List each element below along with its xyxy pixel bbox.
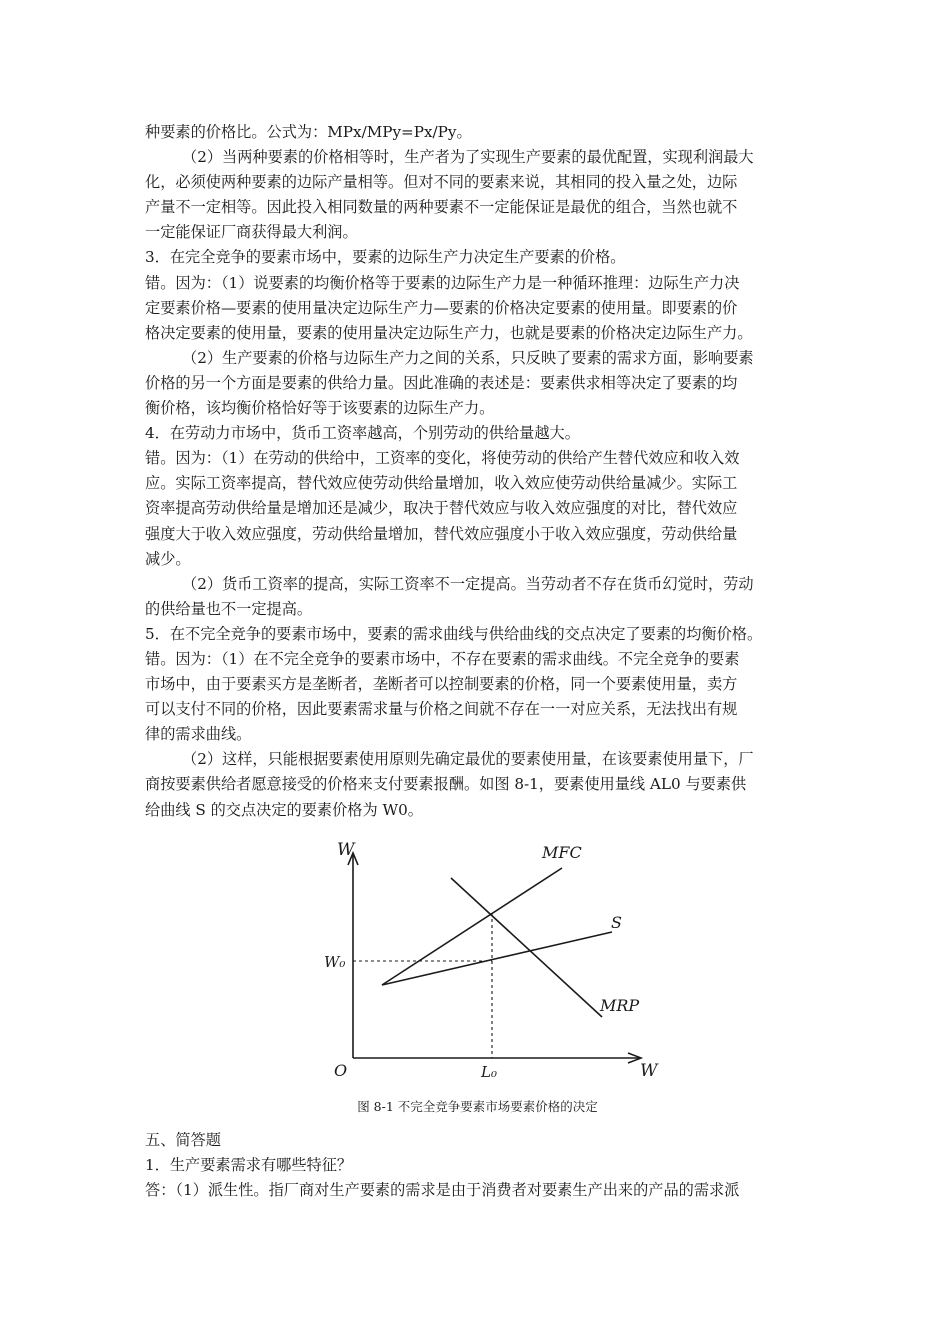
text-line: 强度大于收入效应强度，劳动供给量增加，替代效应强度小于收入效应强度，劳动供给量	[145, 524, 738, 543]
paragraph-block-1	[145, 120, 810, 823]
mrp-curve	[451, 878, 602, 1017]
mfc-curve	[382, 868, 562, 985]
text-line: 格决定要素的使用量，要素的使用量决定边际生产力，也就是要素的价格决定边际生产力。	[145, 323, 753, 342]
question-heading: 1．生产要素需求有哪些特征？	[145, 1155, 353, 1174]
mrp-label: MRP	[600, 995, 640, 1015]
x-axis-label: W	[640, 1060, 658, 1081]
text-line: （2）货币工资率的提高，实际工资率不一定提高。当劳动者不存在货币幻觉时，劳动	[182, 574, 754, 593]
text-line: 错。因为：（1）在劳动的供给中，工资率的变化，将使劳动的供给产生替代效应和收入效	[145, 449, 740, 468]
figure-caption: 图 8-1 不完全竞争要素市场要素价格的决定	[357, 1098, 598, 1114]
text-line: 可以支付不同的价格，因此要素需求量与价格之间就不存在一一对应关系，无法找出有规	[145, 700, 738, 719]
text-line: 定要素价格—要素的使用量决定边际生产力—要素的价格决定要素的使用量。即要素的价	[145, 298, 738, 317]
text-line: 的供给量也不一定提高。	[145, 599, 313, 618]
text-line: （2）这样，只能根据要素使用原则先确定最优的要素使用量，在该要素使用量下，厂	[182, 750, 754, 769]
s-label: S	[611, 912, 622, 932]
text-line: （2）生产要素的价格与边际生产力之间的关系，只反映了要素的需求方面，影响要素	[182, 348, 754, 367]
text-line: 一定能保证厂商获得最大利润。	[145, 223, 358, 242]
mfc-label: MFC	[542, 842, 582, 862]
y-axis-label: W	[337, 839, 355, 860]
figure-8-1	[145, 833, 810, 1133]
l0-label: L₀	[481, 1062, 497, 1081]
text-line: 资率提高劳动供给量是增加还是减少，取决于替代效应与收入效应强度的对比，替代效应	[145, 499, 738, 518]
question-heading: 3．在完全竞争的要素市场中，要素的边际生产力决定生产要素的价格。	[145, 248, 626, 267]
paragraph-block-2	[145, 1128, 810, 1203]
text-line: 给曲线 S 的交点决定的要素价格为 W0。	[145, 800, 423, 819]
text-line: （2）当两种要素的价格相等时，生产者为了实现生产要素的最优配置，实现利润最大	[182, 148, 754, 167]
text-line: 价格的另一个方面是要素的供给力量。因此准确的表述是：要素供求相等决定了要素的均	[145, 373, 738, 392]
supply-curve	[382, 932, 612, 985]
document-page	[145, 120, 810, 1203]
question-heading: 4．在劳动力市场中，货币工资率越高，个别劳动的供给量越大。	[145, 424, 580, 443]
text-line: 商按要素供给者愿意接受的价格来支付要素报酬。如图 8-1，要素使用量线 AL0 与要素供	[145, 775, 747, 794]
section-heading: 五、简答题	[145, 1130, 221, 1149]
text-line: 错。因为：（1）在不完全竞争的要素市场中，不存在要素的需求曲线。不完全竞争的要素	[145, 649, 740, 668]
text-line: 衡价格，该均衡价格恰好等于该要素的边际生产力。	[145, 399, 495, 418]
text-line: 化，必须使两种要素的边际产量相等。但对不同的要素来说，其相同的投入量之处，边际	[145, 173, 738, 192]
text-line: 种要素的价格比。公式为：MPx/MPy=Px/Py。	[145, 123, 472, 141]
text-line: 减少。	[145, 549, 191, 568]
question-heading: 5．在不完全竞争的要素市场中，要素的需求曲线与供给曲线的交点决定了要素的均衡价格。	[145, 624, 763, 643]
text-line: 应。实际工资率提高，替代效应使劳动供给量增加，收入效应使劳动供给量减少。实际工	[145, 474, 738, 493]
text-line: 市场中，由于要素买方是垄断者，垄断者可以控制要素的价格，同一个要素使用量，卖方	[145, 675, 738, 694]
text-line: 律的需求曲线。	[145, 725, 252, 744]
w0-label: W₀	[324, 952, 346, 971]
text-line: 产量不一定相等。因此投入相同数量的两种要素不一定能保证是最优的组合，当然也就不	[145, 198, 738, 217]
factor-market-diagram	[324, 833, 658, 1083]
text-line: 错。因为：（1）说要素的均衡价格等于要素的边际生产力是一种循环推理：边际生产力决	[145, 273, 740, 292]
origin-label: O	[334, 1060, 348, 1080]
text-line: 答：（1）派生性。指厂商对生产要素的需求是由于消费者对要素生产出来的产品的需求派	[145, 1180, 740, 1199]
